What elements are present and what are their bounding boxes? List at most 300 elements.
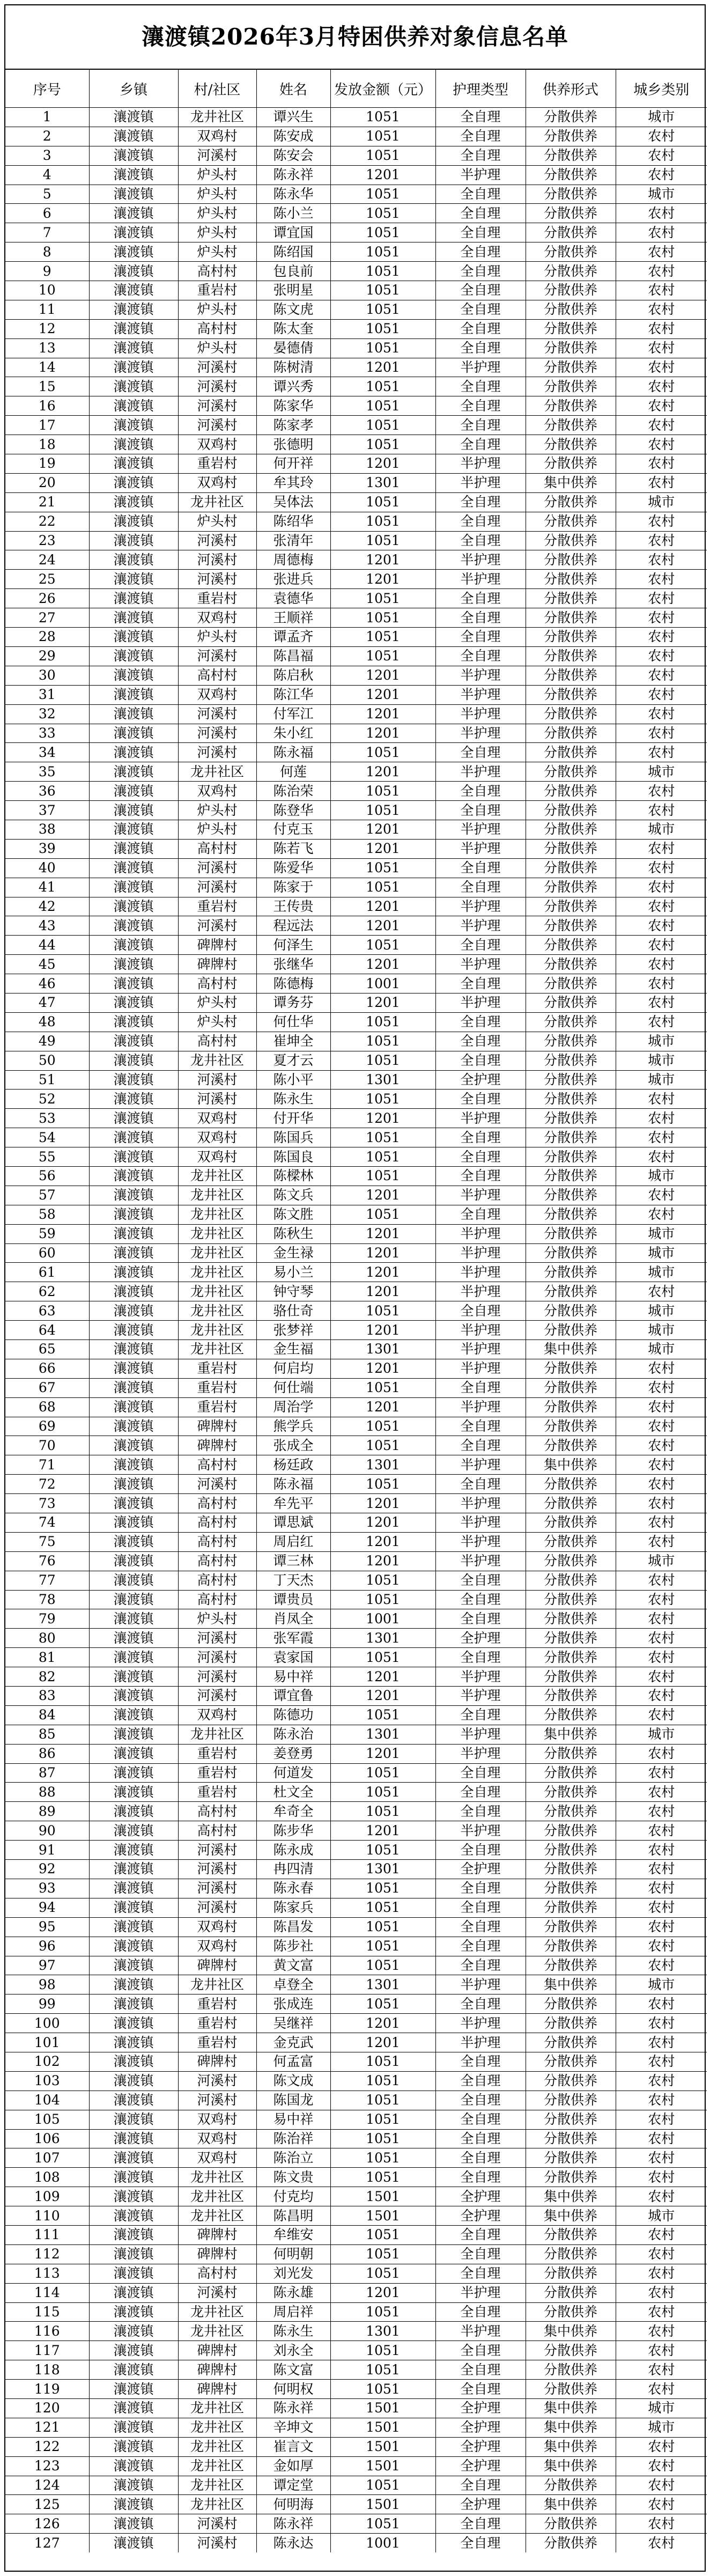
cell-area-type: 城市 [616, 1321, 707, 1340]
cell-name: 夏才云 [256, 1051, 330, 1070]
cell-township: 瀼渡镇 [89, 1571, 178, 1590]
cell-amount: 1301 [330, 2322, 435, 2341]
cell-township: 瀼渡镇 [89, 2302, 178, 2322]
cell-village: 碑牌村 [178, 2052, 256, 2071]
cell-amount: 1051 [330, 435, 435, 454]
cell-index: 121 [5, 2418, 89, 2437]
cell-village: 河溪村 [178, 377, 256, 396]
cell-index: 58 [5, 1205, 89, 1224]
cell-index: 21 [5, 492, 89, 512]
cell-index: 124 [5, 2476, 89, 2495]
table-row [5, 1609, 707, 1629]
cell-support-form: 分散供养 [526, 1937, 616, 1956]
cell-index: 6 [5, 204, 89, 223]
cell-name: 张军霞 [256, 1629, 330, 1648]
cell-index: 46 [5, 974, 89, 993]
cell-index: 64 [5, 1321, 89, 1340]
cell-village: 河溪村 [178, 550, 256, 570]
cell-amount: 1201 [330, 1667, 435, 1687]
cell-village: 河溪村 [178, 724, 256, 743]
cell-area-type: 农村 [616, 1359, 707, 1378]
cell-area-type: 城市 [616, 108, 707, 127]
cell-support-form: 分散供养 [526, 146, 616, 165]
cell-village: 重岩村 [178, 1378, 256, 1397]
table-row [5, 454, 707, 474]
cell-area-type: 农村 [616, 646, 707, 666]
table-row [5, 2437, 707, 2456]
table-row [5, 1186, 707, 1205]
cell-amount: 1051 [330, 2514, 435, 2534]
cell-care-type: 全自理 [435, 2091, 526, 2110]
cell-support-form: 集中供养 [526, 2495, 616, 2514]
cell-care-type: 半护理 [435, 1359, 526, 1378]
cell-amount: 1501 [330, 2437, 435, 2456]
table-row [5, 338, 707, 358]
cell-index: 49 [5, 1032, 89, 1051]
cell-name: 黄文富 [256, 1956, 330, 1975]
cell-name: 金生福 [256, 1340, 330, 1359]
cell-village: 双鸡村 [178, 2148, 256, 2168]
cell-area-type: 农村 [616, 839, 707, 858]
cell-care-type: 全自理 [435, 204, 526, 223]
cell-care-type: 全自理 [435, 492, 526, 512]
cell-care-type: 全护理 [435, 1860, 526, 1879]
cell-support-form: 集中供养 [526, 2322, 616, 2341]
cell-area-type: 农村 [616, 1917, 707, 1937]
cell-area-type: 城市 [616, 1340, 707, 1359]
cell-township: 瀼渡镇 [89, 531, 178, 550]
cell-index: 60 [5, 1243, 89, 1263]
cell-care-type: 全自理 [435, 2071, 526, 2091]
cell-village: 高村村 [178, 1532, 256, 1551]
cell-support-form: 分散供养 [526, 1687, 616, 1706]
cell-village: 炉头村 [178, 628, 256, 647]
table-row [5, 1802, 707, 1821]
table-row [5, 473, 707, 492]
cell-area-type: 农村 [616, 223, 707, 242]
cell-support-form: 分散供养 [526, 762, 616, 782]
cell-name: 陈治祥 [256, 2129, 330, 2148]
table-row [5, 724, 707, 743]
cell-name: 张梦祥 [256, 1321, 330, 1340]
cell-area-type: 农村 [616, 955, 707, 974]
cell-index: 102 [5, 2052, 89, 2071]
cell-support-form: 分散供养 [526, 743, 616, 762]
table-row [5, 1879, 707, 1898]
table-row [5, 2534, 707, 2552]
cell-township: 瀼渡镇 [89, 2206, 178, 2226]
cell-support-form: 分散供养 [526, 1205, 616, 1224]
cell-support-form: 分散供养 [526, 1494, 616, 1513]
cell-amount: 1301 [330, 1629, 435, 1648]
cell-amount: 1051 [330, 204, 435, 223]
cell-name: 陈绍华 [256, 512, 330, 531]
cell-area-type: 农村 [616, 1609, 707, 1629]
header-village: 村/社区 [178, 70, 256, 108]
cell-name: 陈永祥 [256, 2514, 330, 2534]
cell-support-form: 分散供养 [526, 1744, 616, 1763]
cell-name: 钟守琴 [256, 1282, 330, 1301]
cell-area-type: 城市 [616, 762, 707, 782]
cell-township: 瀼渡镇 [89, 2456, 178, 2476]
cell-index: 89 [5, 1802, 89, 1821]
cell-village: 河溪村 [178, 570, 256, 589]
table-row [5, 1359, 707, 1378]
cell-name: 陈小平 [256, 1070, 330, 1090]
table-row [5, 878, 707, 897]
cell-township: 瀼渡镇 [89, 492, 178, 512]
cell-township: 瀼渡镇 [89, 1532, 178, 1551]
table-row [5, 127, 707, 146]
cell-area-type: 农村 [616, 878, 707, 897]
cell-index: 47 [5, 993, 89, 1012]
table-row [5, 2495, 707, 2514]
cell-township: 瀼渡镇 [89, 2322, 178, 2341]
cell-area-type: 城市 [616, 1551, 707, 1571]
cell-name: 陈启秋 [256, 666, 330, 685]
cell-township: 瀼渡镇 [89, 2398, 178, 2418]
cell-index: 97 [5, 1956, 89, 1975]
cell-index: 36 [5, 782, 89, 801]
cell-name: 陈永祥 [256, 2398, 330, 2418]
table-row [5, 2264, 707, 2283]
cell-amount: 1051 [330, 589, 435, 608]
cell-amount: 1001 [330, 974, 435, 993]
cell-care-type: 全自理 [435, 2514, 526, 2534]
cell-area-type: 农村 [616, 685, 707, 704]
table-row [5, 1378, 707, 1397]
table-row [5, 146, 707, 165]
cell-name: 崔坤全 [256, 1032, 330, 1051]
cell-care-type: 半护理 [435, 1532, 526, 1551]
cell-township: 瀼渡镇 [89, 685, 178, 704]
cell-village: 河溪村 [178, 146, 256, 165]
cell-village: 碑牌村 [178, 2341, 256, 2360]
cell-area-type: 农村 [616, 165, 707, 185]
cell-village: 龙井社区 [178, 108, 256, 127]
cell-area-type: 农村 [616, 2052, 707, 2071]
cell-village: 双鸡村 [178, 608, 256, 628]
cell-care-type: 全护理 [435, 1070, 526, 1090]
cell-care-type: 全护理 [435, 2495, 526, 2514]
cell-area-type: 城市 [616, 1070, 707, 1090]
cell-support-form: 分散供养 [526, 2071, 616, 2091]
cell-township: 瀼渡镇 [89, 2091, 178, 2110]
cell-area-type: 农村 [616, 1898, 707, 1917]
cell-name: 陈家华 [256, 396, 330, 416]
table-row [5, 1032, 707, 1051]
cell-index: 81 [5, 1648, 89, 1667]
cell-area-type: 农村 [616, 2360, 707, 2380]
cell-township: 瀼渡镇 [89, 2225, 178, 2244]
cell-care-type: 半护理 [435, 1321, 526, 1340]
cell-index: 43 [5, 916, 89, 936]
cell-area-type: 农村 [616, 1532, 707, 1551]
table-row [5, 743, 707, 762]
cell-support-form: 分散供养 [526, 1186, 616, 1205]
cell-name: 陈太奎 [256, 319, 330, 338]
cell-name: 陈永福 [256, 1475, 330, 1494]
cell-index: 12 [5, 319, 89, 338]
cell-support-form: 分散供养 [526, 300, 616, 319]
cell-village: 河溪村 [178, 1860, 256, 1879]
cell-township: 瀼渡镇 [89, 396, 178, 416]
cell-support-form: 分散供养 [526, 1147, 616, 1167]
cell-care-type: 全自理 [435, 608, 526, 628]
cell-village: 炉头村 [178, 1012, 256, 1032]
cell-village: 高村村 [178, 1513, 256, 1533]
cell-support-form: 分散供养 [526, 1609, 616, 1629]
cell-amount: 1051 [330, 608, 435, 628]
cell-support-form: 分散供养 [526, 127, 616, 146]
cell-amount: 1051 [330, 801, 435, 820]
cell-care-type: 半护理 [435, 1397, 526, 1417]
table-row [5, 936, 707, 955]
cell-care-type: 半护理 [435, 1282, 526, 1301]
cell-area-type: 农村 [616, 916, 707, 936]
cell-township: 瀼渡镇 [89, 146, 178, 165]
cell-amount: 1051 [330, 782, 435, 801]
cell-name: 周德梅 [256, 550, 330, 570]
cell-index: 113 [5, 2264, 89, 2283]
cell-name: 付军江 [256, 704, 330, 724]
cell-area-type: 农村 [616, 2129, 707, 2148]
cell-index: 125 [5, 2495, 89, 2514]
cell-index: 76 [5, 1551, 89, 1571]
cell-village: 龙井社区 [178, 2168, 256, 2187]
cell-support-form: 分散供养 [526, 589, 616, 608]
cell-township: 瀼渡镇 [89, 1513, 178, 1533]
cell-area-type: 农村 [616, 2091, 707, 2110]
cell-village: 高村村 [178, 1571, 256, 1590]
cell-area-type: 农村 [616, 1147, 707, 1167]
cell-index: 68 [5, 1397, 89, 1417]
cell-area-type: 农村 [616, 2225, 707, 2244]
cell-support-form: 分散供养 [526, 801, 616, 820]
cell-township: 瀼渡镇 [89, 2014, 178, 2033]
table-row [5, 1937, 707, 1956]
table-row [5, 916, 707, 936]
cell-village: 双鸡村 [178, 2129, 256, 2148]
cell-care-type: 全护理 [435, 1629, 526, 1648]
table-row [5, 1956, 707, 1975]
cell-name: 陈永福 [256, 743, 330, 762]
cell-support-form: 分散供养 [526, 570, 616, 589]
cell-village: 河溪村 [178, 2071, 256, 2091]
cell-amount: 1051 [330, 1705, 435, 1725]
cell-index: 118 [5, 2360, 89, 2380]
cell-support-form: 分散供养 [526, 974, 616, 993]
cell-care-type: 半护理 [435, 2322, 526, 2341]
cell-index: 105 [5, 2110, 89, 2129]
cell-area-type: 农村 [616, 1763, 707, 1783]
cell-township: 瀼渡镇 [89, 570, 178, 589]
cell-care-type: 全自理 [435, 2052, 526, 2071]
cell-support-form: 分散供养 [526, 281, 616, 300]
cell-amount: 1051 [330, 1378, 435, 1397]
cell-area-type: 城市 [616, 1166, 707, 1186]
cell-support-form: 分散供养 [526, 955, 616, 974]
cell-area-type: 农村 [616, 782, 707, 801]
cell-support-form: 分散供养 [526, 531, 616, 550]
cell-care-type: 全自理 [435, 858, 526, 878]
cell-care-type: 全自理 [435, 1475, 526, 1494]
cell-support-form: 分散供养 [526, 916, 616, 936]
cell-care-type: 全自理 [435, 1994, 526, 2014]
cell-area-type: 农村 [616, 2514, 707, 2534]
header-name: 姓名 [256, 70, 330, 108]
cell-village: 炉头村 [178, 223, 256, 242]
cell-township: 瀼渡镇 [89, 2168, 178, 2187]
cell-village: 双鸡村 [178, 1147, 256, 1167]
cell-care-type: 全自理 [435, 396, 526, 416]
cell-area-type: 农村 [616, 1417, 707, 1436]
table-row [5, 1475, 707, 1494]
cell-amount: 1301 [330, 1070, 435, 1090]
cell-support-form: 分散供养 [526, 1551, 616, 1571]
cell-area-type: 城市 [616, 185, 707, 204]
cell-care-type: 半护理 [435, 550, 526, 570]
cell-name: 陈文成 [256, 2071, 330, 2091]
cell-name: 谭兴生 [256, 108, 330, 127]
cell-township: 瀼渡镇 [89, 1397, 178, 1417]
cell-care-type: 全自理 [435, 531, 526, 550]
cell-support-form: 分散供养 [526, 1397, 616, 1417]
table-row [5, 1417, 707, 1436]
cell-care-type: 全自理 [435, 435, 526, 454]
table-row [5, 820, 707, 839]
cell-name: 谭定堂 [256, 2476, 330, 2495]
cell-care-type: 半护理 [435, 1224, 526, 1243]
cell-village: 碑牌村 [178, 1417, 256, 1436]
cell-name: 冉四清 [256, 1860, 330, 1879]
cell-support-form: 集中供养 [526, 2418, 616, 2437]
cell-name: 何道发 [256, 1763, 330, 1783]
cell-support-form: 分散供养 [526, 897, 616, 916]
cell-index: 77 [5, 1571, 89, 1590]
cell-township: 瀼渡镇 [89, 1667, 178, 1687]
cell-support-form: 分散供养 [526, 1301, 616, 1321]
cell-township: 瀼渡镇 [89, 2264, 178, 2283]
cell-township: 瀼渡镇 [89, 1725, 178, 1744]
cell-village: 龙井社区 [178, 2456, 256, 2476]
cell-amount: 1051 [330, 512, 435, 531]
cell-index: 119 [5, 2380, 89, 2399]
table-row [5, 704, 707, 724]
cell-support-form: 分散供养 [526, 1224, 616, 1243]
cell-support-form: 分散供养 [526, 1513, 616, 1533]
cell-area-type: 农村 [616, 358, 707, 377]
cell-village: 龙井社区 [178, 2495, 256, 2514]
cell-township: 瀼渡镇 [89, 1494, 178, 1513]
cell-amount: 1051 [330, 2148, 435, 2168]
cell-index: 41 [5, 878, 89, 897]
cell-village: 炉头村 [178, 185, 256, 204]
cell-amount: 1051 [330, 743, 435, 762]
cell-name: 金克武 [256, 2033, 330, 2052]
cell-index: 107 [5, 2148, 89, 2168]
cell-index: 15 [5, 377, 89, 396]
table-row [5, 646, 707, 666]
cell-name: 何开祥 [256, 454, 330, 474]
table-row [5, 1917, 707, 1937]
table-row [5, 1051, 707, 1070]
table-row [5, 2283, 707, 2302]
cell-area-type: 农村 [616, 2264, 707, 2283]
cell-amount: 1051 [330, 242, 435, 262]
cell-area-type: 农村 [616, 1687, 707, 1706]
cell-index: 23 [5, 531, 89, 550]
cell-village: 龙井社区 [178, 492, 256, 512]
cell-area-type: 农村 [616, 1513, 707, 1533]
cell-village: 重岩村 [178, 2014, 256, 2033]
cell-amount: 1201 [330, 666, 435, 685]
cell-township: 瀼渡镇 [89, 1032, 178, 1051]
cell-amount: 1201 [330, 724, 435, 743]
cell-support-form: 分散供养 [526, 2341, 616, 2360]
cell-name: 谭贵员 [256, 1590, 330, 1609]
table-row [5, 1744, 707, 1763]
cell-care-type: 全自理 [435, 108, 526, 127]
cell-village: 碑牌村 [178, 936, 256, 955]
cell-amount: 1051 [330, 2168, 435, 2187]
cell-township: 瀼渡镇 [89, 262, 178, 281]
cell-support-form: 分散供养 [526, 2168, 616, 2187]
cell-amount: 1051 [330, 1417, 435, 1436]
cell-support-form: 分散供养 [526, 2129, 616, 2148]
table-row [5, 2052, 707, 2071]
cell-index: 8 [5, 242, 89, 262]
cell-name: 陈绍国 [256, 242, 330, 262]
cell-township: 瀼渡镇 [89, 1994, 178, 2014]
table-row [5, 2302, 707, 2322]
cell-area-type: 农村 [616, 589, 707, 608]
cell-index: 99 [5, 1994, 89, 2014]
table-row [5, 1166, 707, 1186]
table-row [5, 1763, 707, 1783]
cell-care-type: 全自理 [435, 878, 526, 897]
cell-support-form: 分散供养 [526, 1109, 616, 1128]
cell-support-form: 分散供养 [526, 2225, 616, 2244]
table-row [5, 1224, 707, 1243]
cell-support-form: 分散供养 [526, 435, 616, 454]
table-row [5, 300, 707, 319]
cell-index: 48 [5, 1012, 89, 1032]
cell-township: 瀼渡镇 [89, 916, 178, 936]
cell-support-form: 集中供养 [526, 2187, 616, 2206]
table-row [5, 2168, 707, 2187]
cell-amount: 1201 [330, 1282, 435, 1301]
table-row [5, 1648, 707, 1667]
cell-area-type: 农村 [616, 2148, 707, 2168]
cell-index: 38 [5, 820, 89, 839]
cell-township: 瀼渡镇 [89, 1551, 178, 1571]
cell-township: 瀼渡镇 [89, 1070, 178, 1090]
cell-township: 瀼渡镇 [89, 1321, 178, 1340]
cell-amount: 1201 [330, 762, 435, 782]
cell-care-type: 全自理 [435, 319, 526, 338]
cell-amount: 1051 [330, 1937, 435, 1956]
cell-village: 河溪村 [178, 1841, 256, 1860]
cell-amount: 1051 [330, 646, 435, 666]
table-row [5, 858, 707, 878]
cell-amount: 1051 [330, 2225, 435, 2244]
cell-township: 瀼渡镇 [89, 1359, 178, 1378]
cell-care-type: 全自理 [435, 338, 526, 358]
cell-amount: 1051 [330, 1917, 435, 1937]
cell-care-type: 全自理 [435, 2225, 526, 2244]
cell-area-type: 农村 [616, 993, 707, 1012]
